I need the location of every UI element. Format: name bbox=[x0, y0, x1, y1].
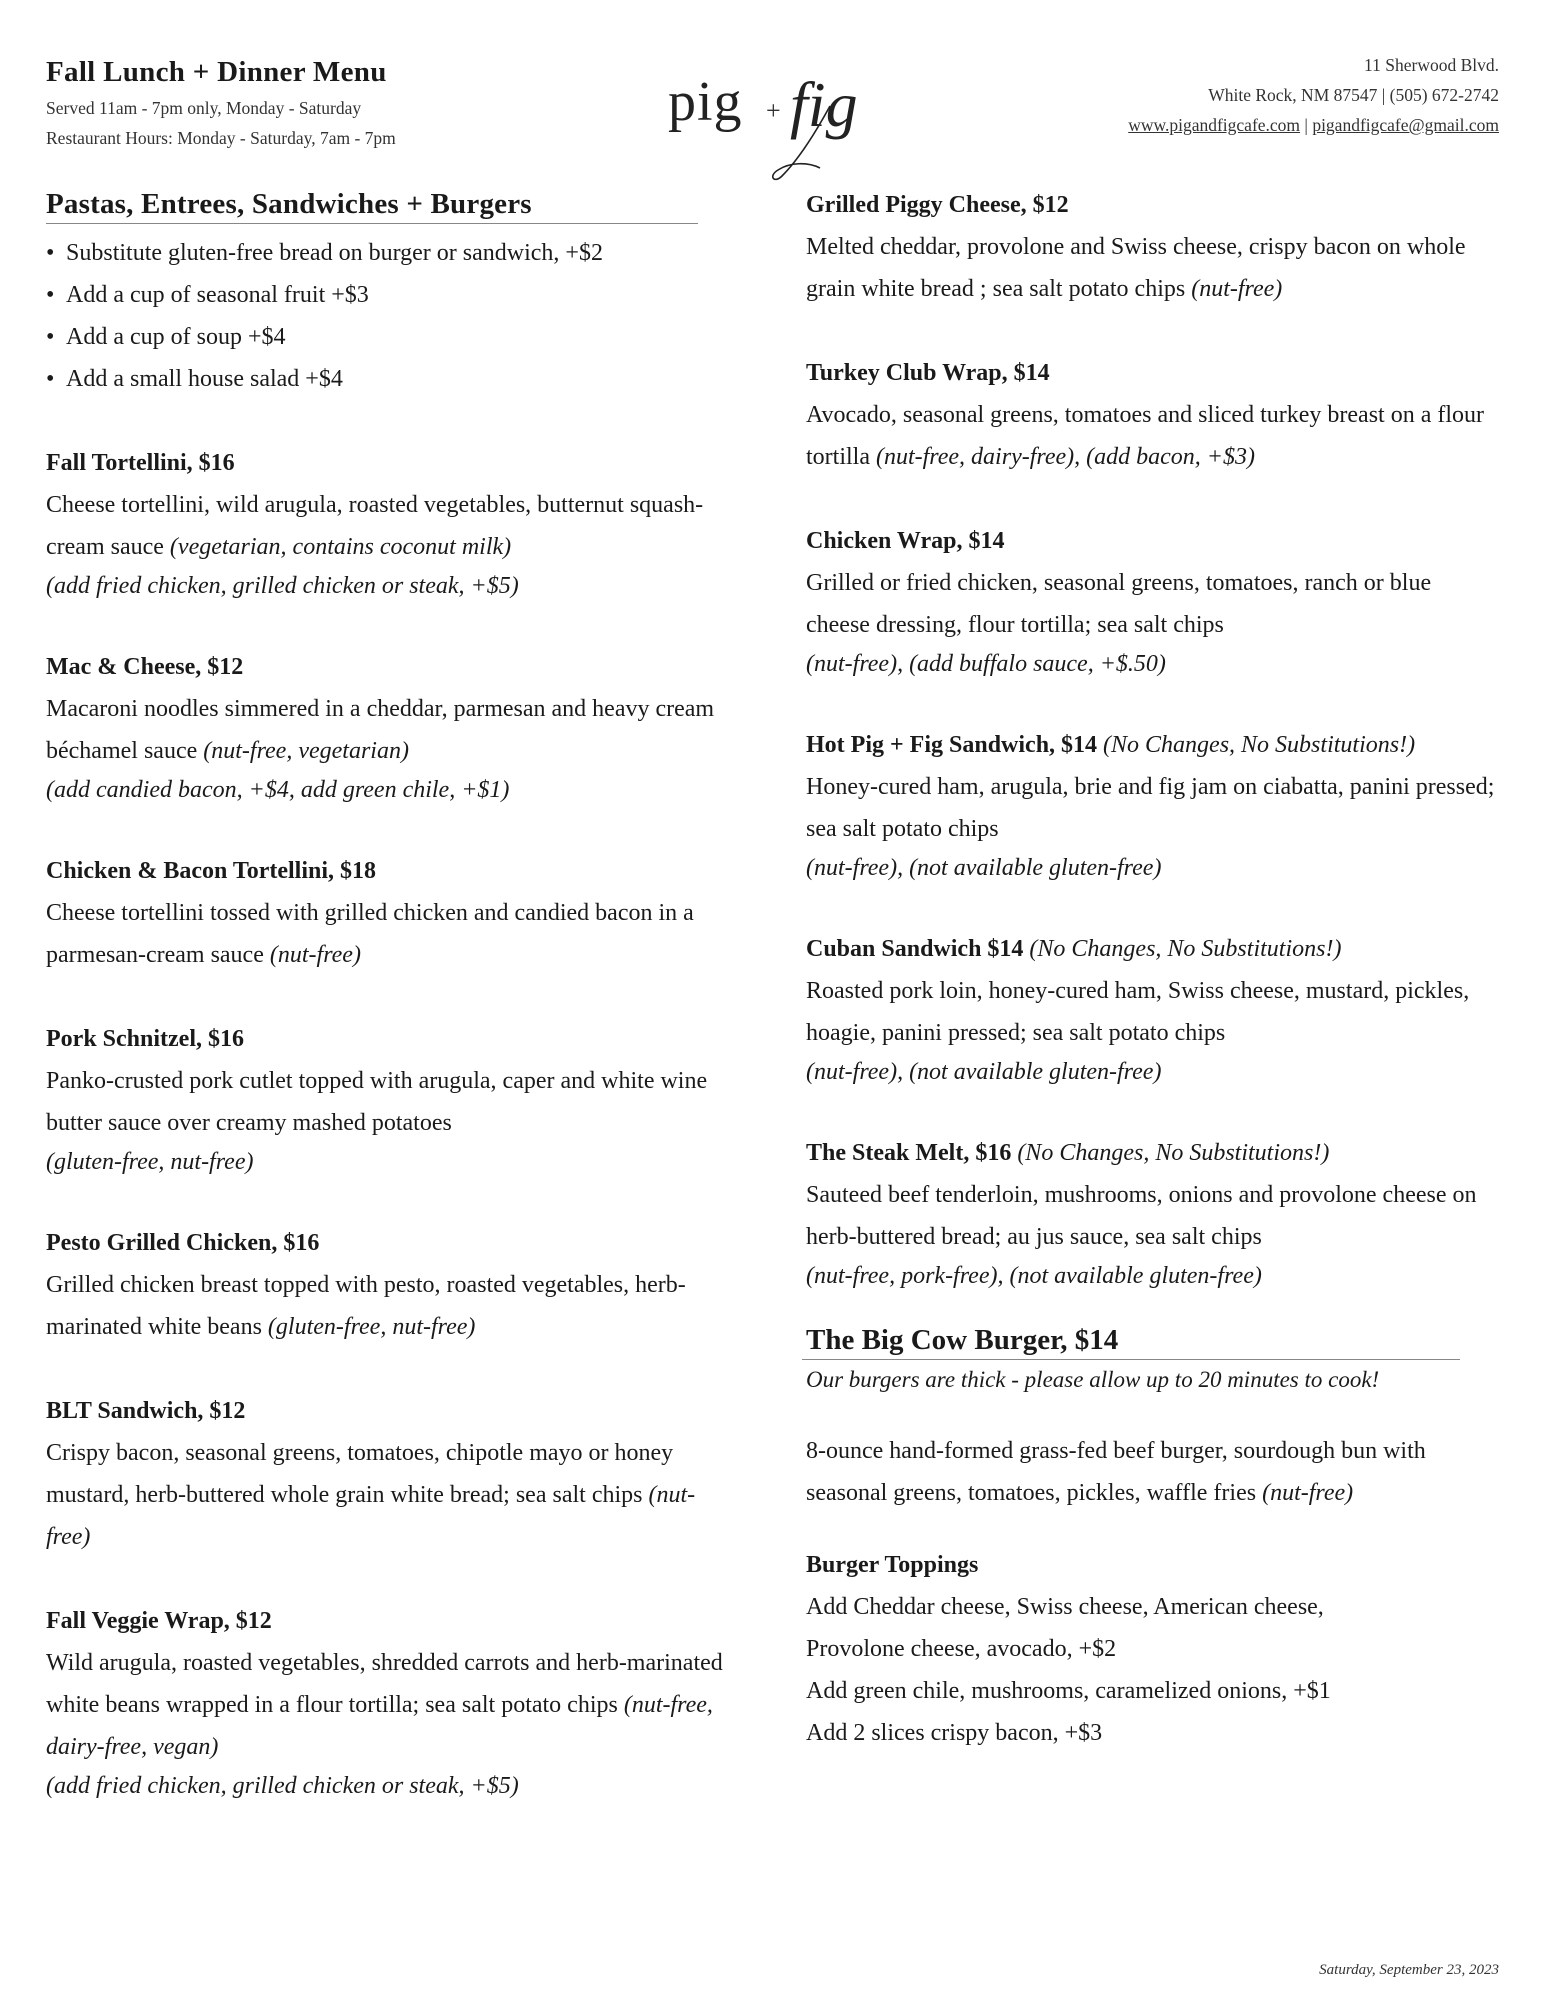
menu-item-mac-cheese bbox=[46, 646, 736, 808]
item-desc: Roasted pork loin, honey-cured ham, Swiss cheese, mustard, pickles, hoagie, panini pressed; sea salt potato chips bbox=[806, 978, 1470, 1046]
item-name: Mac & Cheese, $12 bbox=[46, 654, 244, 680]
menu-item-fall-veggie-wrap bbox=[46, 1600, 736, 1804]
address-line-1: 11 Sherwood Blvd. bbox=[1364, 55, 1499, 75]
menu-item-pesto-grilled-chicken bbox=[46, 1222, 736, 1348]
burger-tagline: Our burgers are thick - please allow up to 20 minutes to cook! bbox=[806, 1367, 1380, 1392]
menu-item-chicken-bacon-tortellini bbox=[46, 850, 736, 976]
contact-separator: | bbox=[1300, 115, 1313, 135]
item-name: Pesto Grilled Chicken, $16 bbox=[46, 1230, 320, 1256]
no-substitutions-note: (No Changes, No Substitutions!) bbox=[1103, 732, 1416, 758]
item-desc: Honey-cured ham, arugula, brie and fig jam on ciabatta, panini pressed; sea salt potato chips bbox=[806, 774, 1495, 842]
burger-title: The Big Cow Burger, $14 bbox=[802, 1324, 1460, 1360]
item-name: BLT Sandwich, $12 bbox=[46, 1398, 246, 1424]
item-extra: (gluten-free, nut-free) bbox=[46, 1149, 254, 1175]
item-name: The Steak Melt, $16 (No Changes, No Substitutions!) bbox=[806, 1140, 1330, 1166]
item-desc: Wild arugula, roasted vegetables, shredded carrots and herb-marinated white beans wrapped in a flour tortilla; sea salt potato chips (nut-free, dairy-free, vegan) bbox=[46, 1650, 723, 1760]
item-desc: Grilled chicken breast topped with pesto, roasted vegetables, herb-marinated white beans (gluten-free, nut-free) bbox=[46, 1272, 686, 1340]
item-desc: Sauteed beef tenderloin, mushrooms, onions and provolone cheese on herb-buttered bread; au jus sauce, sea salt chips bbox=[806, 1182, 1477, 1250]
header-contact bbox=[1128, 50, 1499, 140]
item-desc: Melted cheddar, provolone and Swiss cheese, crispy bacon on whole grain white bread ; sea salt potato chips (nut-free) bbox=[806, 234, 1466, 302]
menu-title: Fall Lunch + Dinner Menu bbox=[46, 56, 387, 88]
item-name: Fall Tortellini, $16 bbox=[46, 450, 235, 476]
topping-line: Add green chile, mushrooms, caramelized onions, +$1 bbox=[806, 1678, 1331, 1704]
item-extra: (add candied bacon, +$4, add green chile, +$1) bbox=[46, 777, 510, 803]
logo-pig: pig bbox=[668, 71, 743, 133]
item-desc: Macaroni noodles simmered in a cheddar, parmesan and heavy cream béchamel sauce (nut-free, vegetarian) bbox=[46, 696, 715, 764]
item-extra: (nut-free, pork-free), (not available gluten-free) bbox=[806, 1263, 1262, 1289]
restaurant-hours: Restaurant Hours: Monday - Saturday, 7am - 7pm bbox=[46, 128, 396, 148]
topping-line: Add Cheddar cheese, Swiss cheese, American cheese, bbox=[806, 1594, 1324, 1620]
item-extra: (add fried chicken, grilled chicken or steak, +$5) bbox=[46, 573, 519, 599]
topping-line: Add 2 slices crispy bacon, +$3 bbox=[806, 1720, 1103, 1746]
served-hours: Served 11am - 7pm only, Monday - Saturday bbox=[46, 98, 362, 118]
topping-line: Provolone cheese, avocado, +$2 bbox=[806, 1636, 1117, 1662]
menu-item-steak-melt bbox=[806, 1132, 1500, 1294]
item-name: Chicken Wrap, $14 bbox=[806, 528, 1005, 554]
item-desc: Panko-crusted pork cutlet topped with arugula, caper and white wine butter sauce over creamy mashed potatoes bbox=[46, 1068, 708, 1136]
header-left bbox=[46, 56, 396, 153]
item-name: Grilled Piggy Cheese, $12 bbox=[806, 192, 1069, 218]
item-extra: (add fried chicken, grilled chicken or steak, +$5) bbox=[46, 1773, 519, 1799]
burger-toppings-title: Burger Toppings bbox=[806, 1552, 979, 1578]
option-item: • Add a small house salad +$4 bbox=[46, 366, 343, 392]
burger-desc: 8-ounce hand-formed grass-fed beef burger, sourdough bun with seasonal greens, tomatoes, pickles, waffle fries (nut-free) bbox=[806, 1438, 1426, 1506]
item-desc: Crispy bacon, seasonal greens, tomatoes, chipotle mayo or honey mustard, herb-buttered whole grain white bread; sea salt chips (nut-free) bbox=[46, 1440, 696, 1550]
address-line-2: White Rock, NM 87547 | (505) 672-2742 bbox=[1208, 85, 1499, 105]
pig-and-fig-logo bbox=[668, 70, 888, 182]
item-name: Chicken & Bacon Tortellini, $18 bbox=[46, 858, 377, 884]
item-name: Hot Pig + Fig Sandwich, $14 (No Changes, No Substitutions!) bbox=[806, 732, 1416, 758]
item-name: Fall Veggie Wrap, $12 bbox=[46, 1608, 272, 1634]
menu-item-fall-tortellini bbox=[46, 442, 736, 604]
item-name: Pork Schnitzel, $16 bbox=[46, 1026, 244, 1052]
menu-item-turkey-club-wrap bbox=[806, 352, 1500, 478]
menu-item-cuban-sandwich bbox=[806, 928, 1500, 1090]
right-column bbox=[806, 184, 1500, 1754]
option-item: • Add a cup of soup +$4 bbox=[46, 324, 286, 350]
item-desc: Cheese tortellini, wild arugula, roasted vegetables, butternut squash-cream sauce (vegetarian, contains coconut milk) bbox=[46, 492, 704, 560]
logo-swash-icon bbox=[768, 98, 888, 188]
logo-plus: + bbox=[766, 96, 781, 125]
item-extra: (nut-free), (not available gluten-free) bbox=[806, 855, 1162, 881]
contact-links bbox=[1128, 110, 1499, 140]
no-substitutions-note: (No Changes, No Substitutions!) bbox=[1029, 936, 1342, 962]
left-column bbox=[46, 188, 736, 1804]
item-name: Cuban Sandwich $14 (No Changes, No Substitutions!) bbox=[806, 936, 1342, 962]
item-extra: (nut-free), (add buffalo sauce, +$.50) bbox=[806, 651, 1166, 677]
no-substitutions-note: (No Changes, No Substitutions!) bbox=[1017, 1140, 1330, 1166]
item-desc: Avocado, seasonal greens, tomatoes and sliced turkey breast on a flour tortilla (nut-free, dairy-free), (add bacon, +$3) bbox=[806, 402, 1484, 470]
menu-item-hot-pig-fig bbox=[806, 724, 1500, 886]
option-item: • Substitute gluten-free bread on burger or sandwich, +$2 bbox=[46, 240, 603, 266]
menu-item-pork-schnitzel bbox=[46, 1018, 736, 1180]
option-item: • Add a cup of seasonal fruit +$3 bbox=[46, 282, 369, 308]
item-desc: Grilled or fried chicken, seasonal greens, tomatoes, ranch or blue cheese dressing, flour tortilla; sea salt chips bbox=[806, 570, 1432, 638]
burger-section bbox=[806, 1324, 1500, 1754]
menu-item-grilled-piggy-cheese bbox=[806, 184, 1500, 310]
menu-date: Saturday, September 23, 2023 bbox=[1319, 1962, 1499, 1978]
email-link[interactable]: pigandfigcafe@gmail.com bbox=[1312, 115, 1499, 135]
item-desc: Cheese tortellini tossed with grilled chicken and candied bacon in a parmesan-cream sauce (nut-free) bbox=[46, 900, 694, 968]
website-link[interactable]: www.pigandfigcafe.com bbox=[1128, 115, 1301, 135]
menu-item-blt-sandwich bbox=[46, 1390, 736, 1558]
item-extra: (nut-free), (not available gluten-free) bbox=[806, 1059, 1162, 1085]
item-name: Turkey Club Wrap, $14 bbox=[806, 360, 1050, 386]
menu-item-chicken-wrap bbox=[806, 520, 1500, 682]
logo-fig: fig bbox=[790, 69, 858, 140]
section-title: Pastas, Entrees, Sandwiches + Burgers bbox=[46, 188, 698, 224]
